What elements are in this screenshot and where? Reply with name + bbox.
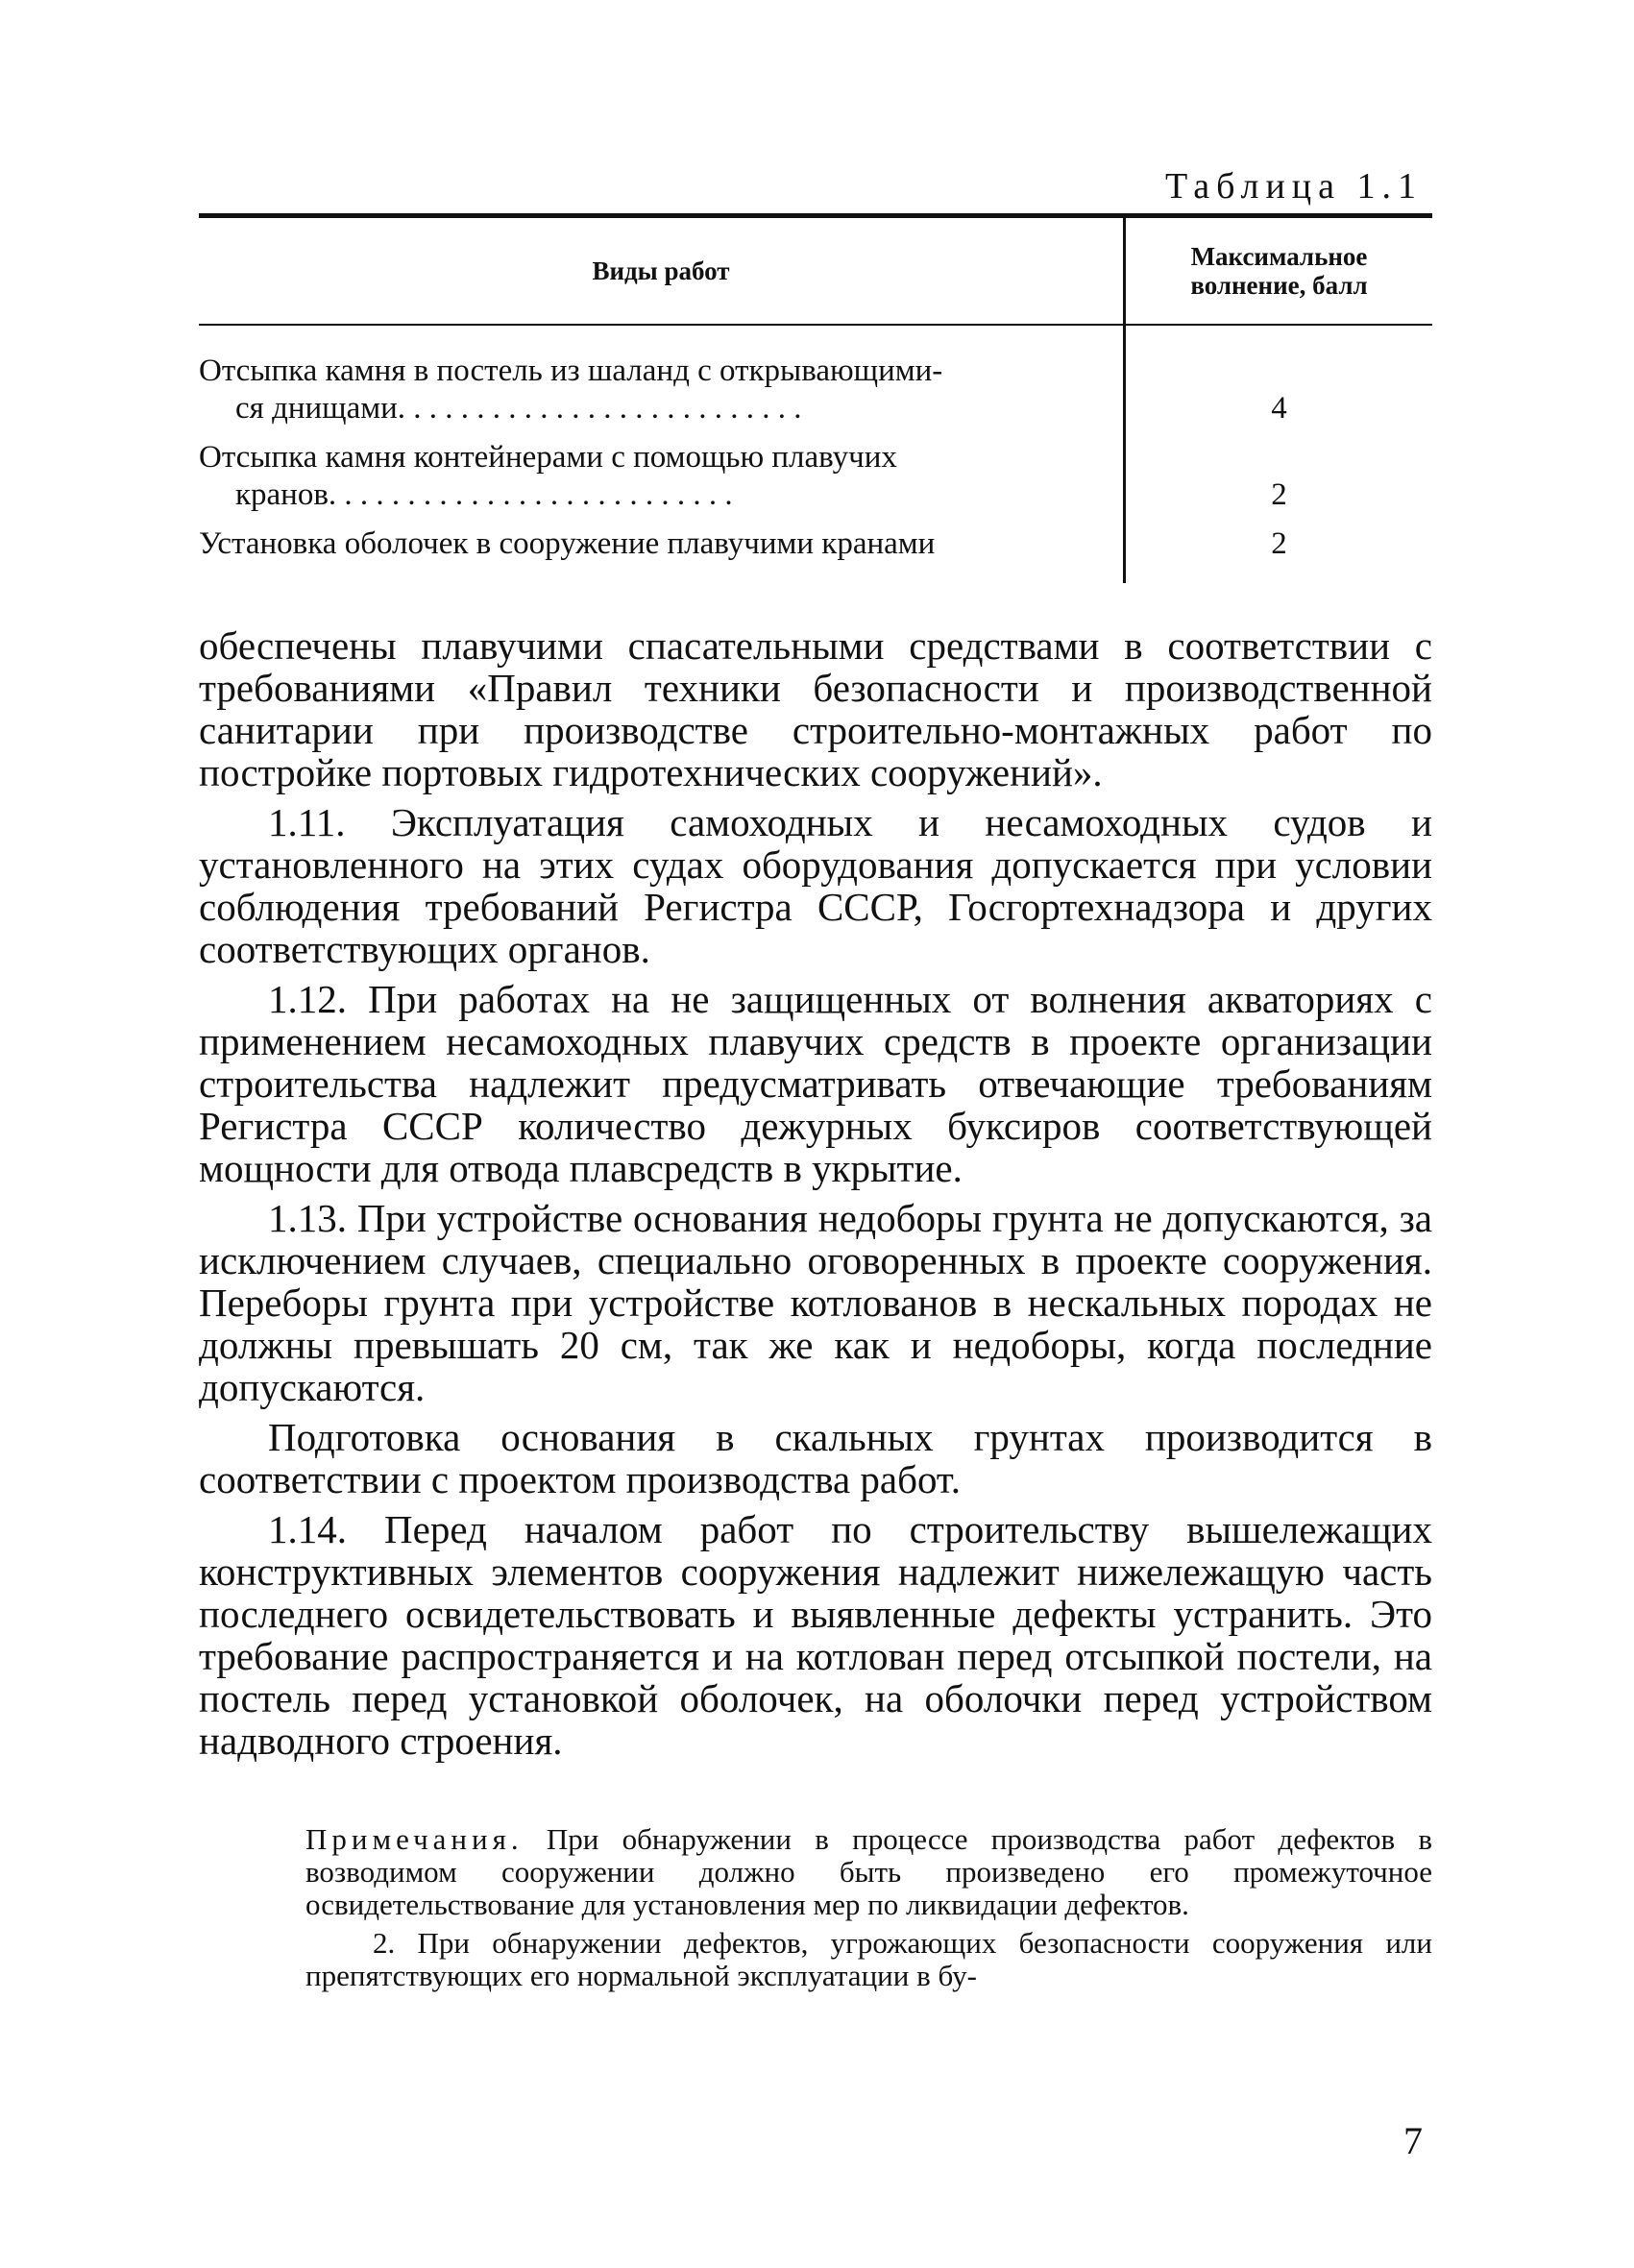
note-1 xyxy=(305,1823,1432,1921)
row-text-cont xyxy=(199,390,1123,427)
paragraph: 1.14. Перед началом работ по строительству вышележащих конструктивных элементов сооружения надлежит нижележащую часть последнего освидетельствовать и выявленные дефекты устранить. Это требование распространяется и на котлован перед отсыпкой постели, на постель перед установкой оболочек, на оболочки перед устройством надводного строения. xyxy=(199,1507,1432,1763)
paragraph: обеспечены плавучими спасательными средствами в соответствии с требованиями «Правил техники безопасности и производственной санитарии при производстве строительно-монтажных работ по постройке портовых гидротехнических сооружений». xyxy=(199,623,1432,794)
table-body xyxy=(199,326,1432,583)
wave-column xyxy=(1126,326,1432,583)
page-number: 7 xyxy=(1403,2119,1423,2162)
table-row xyxy=(199,353,1123,427)
wave-value: 2 xyxy=(1271,477,1287,512)
header-max-wave-line1: Максимальное xyxy=(1190,242,1368,271)
paragraph: Подготовка основания в скальных грунтах производится в соответствии с проектом производства работ. xyxy=(199,1415,1432,1501)
data-table xyxy=(199,213,1432,583)
header-work-types: Виды работ xyxy=(592,256,730,285)
wave-value: 2 xyxy=(1271,526,1287,561)
table-header xyxy=(199,218,1432,324)
header-max-wave-line2: волнение, балл xyxy=(1190,271,1368,300)
leader-dots xyxy=(398,390,1123,427)
note-2: 2. При обнаружении дефектов, угрожающих безопасности сооружения или препятствующих его нормальной эксплуатации в бу- xyxy=(305,1926,1432,1992)
table-row xyxy=(199,439,1123,514)
leader-dots xyxy=(329,476,1123,514)
row-text-cont xyxy=(199,476,1123,514)
table-caption: Таблица 1.1 xyxy=(1164,166,1423,207)
notes xyxy=(305,1823,1432,1998)
header-max-wave xyxy=(1126,218,1432,324)
notes-label: Примечания. xyxy=(305,1822,524,1856)
table-row xyxy=(199,525,1123,563)
body-text xyxy=(199,624,1432,1769)
note-1-text: При обнаружении в процессе производства работ дефектов в возводимом сооружении должно быть произведено его промежуточное освидетельствование для установления мер по ликвидации дефектов. xyxy=(305,1822,1433,1921)
row-text: Отсыпка камня контейнерами с помощью плавучих xyxy=(199,440,897,475)
row-text: Отсыпка камня в постель из шаланд с открывающими- xyxy=(199,354,943,388)
wave-value: 4 xyxy=(1271,391,1287,426)
paragraph: 1.13. При устройстве основания недоборы грунта не допускаются, за исключением случаев, специально оговоренных в проекте сооружения. Переборы грунта при устройстве котлованов в нескальных породах не должны превышать 20 см, так же как и недоборы, когда последние допускаются. xyxy=(199,1196,1432,1409)
row-text: Установка оболочек в сооружение плавучими кранами xyxy=(199,526,936,561)
row-text-end: кранов xyxy=(235,477,329,512)
row-text-end: ся днищами xyxy=(235,391,398,426)
work-column xyxy=(199,326,1123,583)
paragraph: 1.12. При работах на не защищенных от волнения акваториях с применением несамоходных плавучих средств в проекте организации строительства надлежит предусматривать отвечающие требованиям Регистра СССР количество дежурных буксиров соответствующей мощности для отвода плавсредств в укрытие. xyxy=(199,977,1432,1190)
paragraph: 1.11. Эксплуатация самоходных и несамоходных судов и установленного на этих судах оборудования допускается при условии соблюдения требований Регистра СССР, Госгортехнадзора и других соответствующих органов. xyxy=(199,800,1432,971)
